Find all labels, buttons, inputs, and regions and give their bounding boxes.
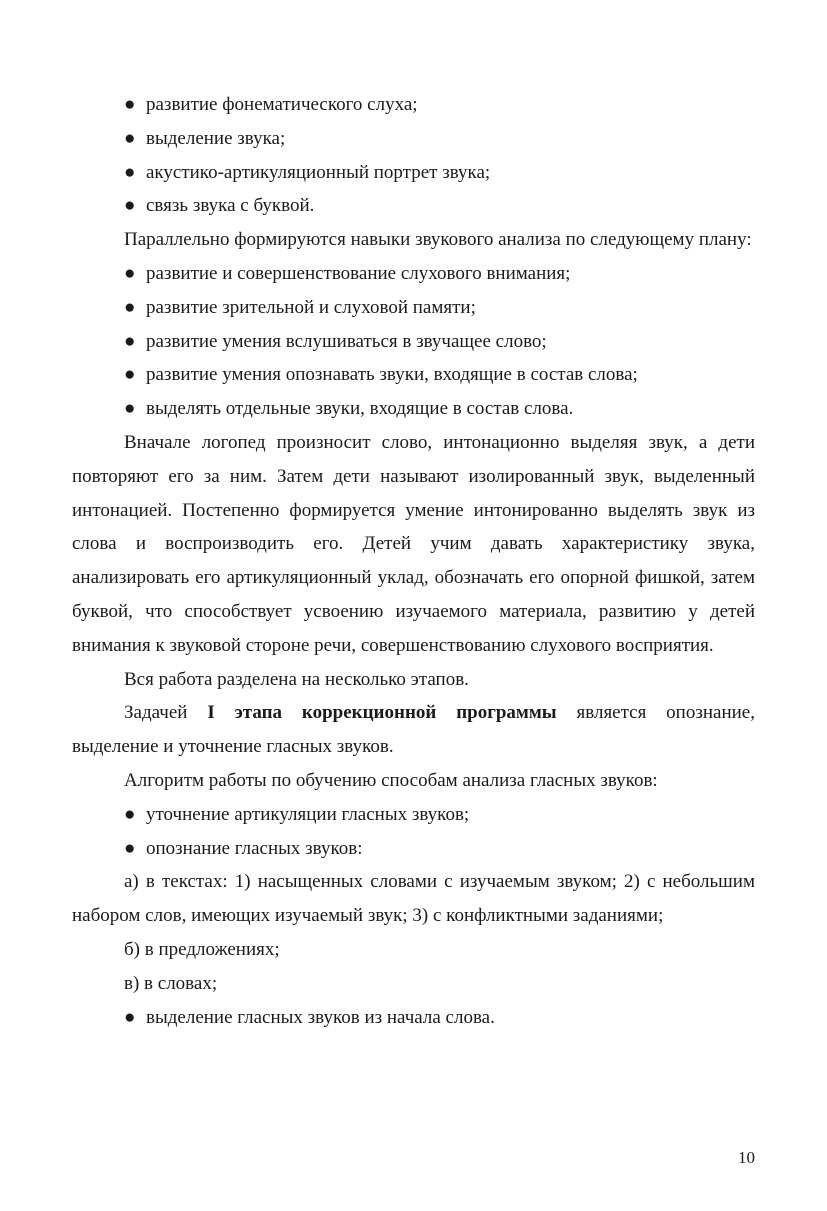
paragraph: Задачей I этапа коррекционной программы является опознание, выделение и уточнение гласных звуков. [72,702,755,758]
list-item: ● развитие зрительной и слуховой памяти; [72,291,755,325]
paragraph: Вся работа разделена на несколько этапов. [124,668,469,690]
list-item: ● опознание гласных звуков: [72,832,755,866]
list-item: ● развитие фонематического слуха; [72,88,755,122]
list-item: ● выделять отдельные звуки, входящие в состав слова. [72,392,755,426]
bullet-icon: ● [124,1006,136,1028]
list-item: ● развитие и совершенствование слухового внимания; [72,257,755,291]
sub-item: а) в текстах: 1) насыщенных словами с изучаемым звуком; 2) с небольшим набором слов, имеющих изучаемый звук; 3) с конфликтными заданиями; [72,871,755,927]
list-item: ● акустико-артикуляционный портрет звука; [72,156,755,190]
paragraph: Вначале логопед произносит слово, интонационно выделяя звук, а дети повторяют его за ним. Затем дети называют изолированный звук, выделенный интонацией. Постепенно формируется умение интонированно выделять звук из слова и воспроизводить его. Детей учим давать характеристику звука, анализировать его артикуляционный уклад, обозначать его опорной фишкой, затем буквой, что способствует усвоению изучаемого материала, развитию у детей внимания к звуковой стороне речи, совершенствованию слухового восприятия. [72,431,755,656]
paragraph: Параллельно формируются навыки звукового анализа по следующему плану: [124,229,752,251]
bullet-icon: ● [124,127,136,149]
list-item: ● развитие умения вслушиваться в звучащее слово; [72,325,755,359]
list-item: ● выделение гласных звуков из начала слова. [72,1001,755,1035]
list-item: ● связь звука с буквой. [72,189,755,223]
list-item: ● развитие умения опознавать звуки, входящие в состав слова; [72,358,755,392]
paragraph: Алгоритм работы по обучению способам анализа гласных звуков: [124,769,658,791]
bullet-icon: ● [124,330,136,352]
bullet-icon: ● [124,94,136,115]
sub-item: в) в словах; [124,972,218,994]
bullet-icon: ● [124,398,136,420]
list-item: ● выделение звука; [72,122,755,156]
list-item: ● уточнение артикуляции гласных звуков; [72,798,755,832]
page-number: 10 [738,1148,755,1167]
bullet-icon: ● [124,803,136,825]
bullet-icon: ● [124,161,136,183]
bullet-icon: ● [124,837,136,859]
page-content [72,88,755,1034]
bullet-icon: ● [124,296,136,318]
bullet-icon: ● [124,195,136,217]
bullet-icon: ● [124,262,136,284]
bold-phrase: I этапа коррекционной программы [207,702,557,724]
sub-item: б) в предложениях; [124,938,280,960]
bullet-icon: ● [124,364,136,386]
